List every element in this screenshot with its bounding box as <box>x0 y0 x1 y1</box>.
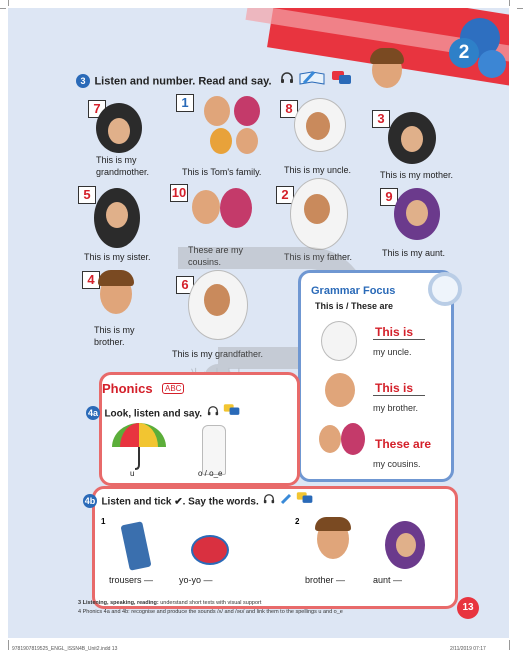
number-box: 9 <box>380 188 398 206</box>
activity-4a-header: 4a Look, listen and say. <box>86 403 241 422</box>
umbrella-illustration <box>110 421 168 476</box>
boy-hair <box>370 48 404 64</box>
handwritten-answer: These are <box>375 437 432 451</box>
tick-word: brother — <box>305 575 346 585</box>
brother-small-illustration <box>325 373 355 407</box>
decorative-circle <box>478 50 506 78</box>
phonics-box <box>87 372 300 486</box>
trousers-illustration <box>120 521 151 571</box>
footnote-line1: 3 Listening, speaking, reading: understand short texts with visual support <box>78 600 262 606</box>
listen-and-tick-box <box>84 486 458 609</box>
sister-face <box>106 202 128 228</box>
number-box: 2 <box>276 186 294 204</box>
tick-word: trousers — <box>109 575 154 585</box>
family-member-illustration <box>204 96 230 126</box>
headphones-icon <box>207 404 219 422</box>
number-box: 8 <box>280 100 298 118</box>
yoyo-illustration <box>191 535 229 565</box>
grammar-focus-title: Grammar Focus <box>311 285 396 297</box>
thobe-illustration <box>202 425 226 475</box>
grammar-focus-box <box>298 270 454 482</box>
section-instruction: Listen and number. Read and say. <box>94 75 272 88</box>
group-label: 1 <box>101 517 106 526</box>
father-face <box>304 194 330 224</box>
caption: This is my aunt. <box>382 248 446 258</box>
caption: This is my grandfather. <box>172 349 264 359</box>
magnifier-icon <box>428 272 462 306</box>
crop-mark <box>517 8 523 9</box>
cousin-small-illustration <box>341 423 365 455</box>
crop-mark <box>8 640 9 650</box>
speech-bubbles-icon <box>223 403 241 422</box>
number-box: 5 <box>78 186 96 204</box>
phonics-title: Phonics <box>102 381 153 396</box>
headphones-icon <box>263 492 275 510</box>
phonics-word-label: o / o_e <box>198 469 223 478</box>
cousin-small-illustration <box>319 425 341 453</box>
number-box: 3 <box>372 110 390 128</box>
grammar-rest: my cousins. <box>373 459 421 469</box>
brother-hair <box>98 270 134 286</box>
grandmother-face <box>108 118 130 144</box>
pencil-book-icon <box>298 70 326 91</box>
group-label: 2 <box>295 517 300 526</box>
caption: This is my uncle. <box>284 165 352 175</box>
grammar-rest: my brother. <box>373 403 419 413</box>
caption: This is my brother. <box>94 325 135 347</box>
textbook-page <box>8 8 509 638</box>
cousin-girl-illustration <box>220 188 252 228</box>
caption: This is my mother. <box>380 170 454 180</box>
family-member-illustration <box>210 128 232 154</box>
tick-word: yo-yo — <box>179 575 213 585</box>
number-box: 10 <box>171 185 187 200</box>
phonics-word-label: u <box>130 469 135 478</box>
grammar-rest: my uncle. <box>373 347 412 357</box>
slug-right: 2/11/2019 07:17 <box>450 646 486 652</box>
section-header <box>76 70 353 91</box>
tick-word: aunt — <box>373 575 403 585</box>
caption: These are my cousins. <box>188 245 244 267</box>
headphones-icon <box>280 71 294 90</box>
caption: This is my father. <box>284 252 353 262</box>
grammar-focus-subtitle: This is / These are <box>315 301 394 311</box>
footnote-line2: 4 Phonics 4a and 4b: recognise and produce the sounds /ʌ/ and /əʊ/ and link them to the spellings u and o_e <box>78 609 343 615</box>
uncle-face <box>306 112 330 140</box>
slug-left: 9781907819525_ENGL_ISSN4B_Unit2.indd 13 <box>12 646 118 652</box>
speech-bubbles-icon <box>296 491 314 510</box>
uncle-small-illustration <box>321 321 357 361</box>
unit-number-badge: 2 <box>449 38 479 68</box>
brother-hair <box>315 517 351 531</box>
handwritten-answer: This is <box>375 381 414 395</box>
crop-mark <box>509 640 510 650</box>
number-box: 1 <box>176 94 194 112</box>
aunt-face <box>406 200 428 226</box>
speech-bubbles-icon <box>331 70 353 91</box>
number-box: 4 <box>82 271 100 289</box>
number-box: 6 <box>176 276 194 294</box>
crop-mark <box>509 0 510 6</box>
section-number-badge: 3 <box>76 74 90 88</box>
family-member-illustration <box>236 128 258 154</box>
number-box: 7 <box>88 100 106 118</box>
handwritten-answer: This is <box>375 325 414 339</box>
activity-4b-header: 4b Listen and tick ✔. Say the words. <box>83 491 314 510</box>
family-member-illustration <box>234 96 260 126</box>
answer-line <box>373 339 425 340</box>
caption: This is my sister. <box>84 252 151 262</box>
caption: This is my grandmother. <box>96 155 150 177</box>
crop-mark <box>8 0 9 6</box>
mother-face <box>401 126 423 152</box>
crop-mark <box>0 8 6 9</box>
answer-line <box>373 395 425 396</box>
aunt-face <box>396 533 416 557</box>
cousin-boy-illustration <box>192 190 220 224</box>
abc-badge: ABC <box>162 383 184 394</box>
caption: This is Tom's family. <box>182 167 262 177</box>
pencil-icon <box>280 492 292 510</box>
page-number: 13 <box>457 597 479 619</box>
